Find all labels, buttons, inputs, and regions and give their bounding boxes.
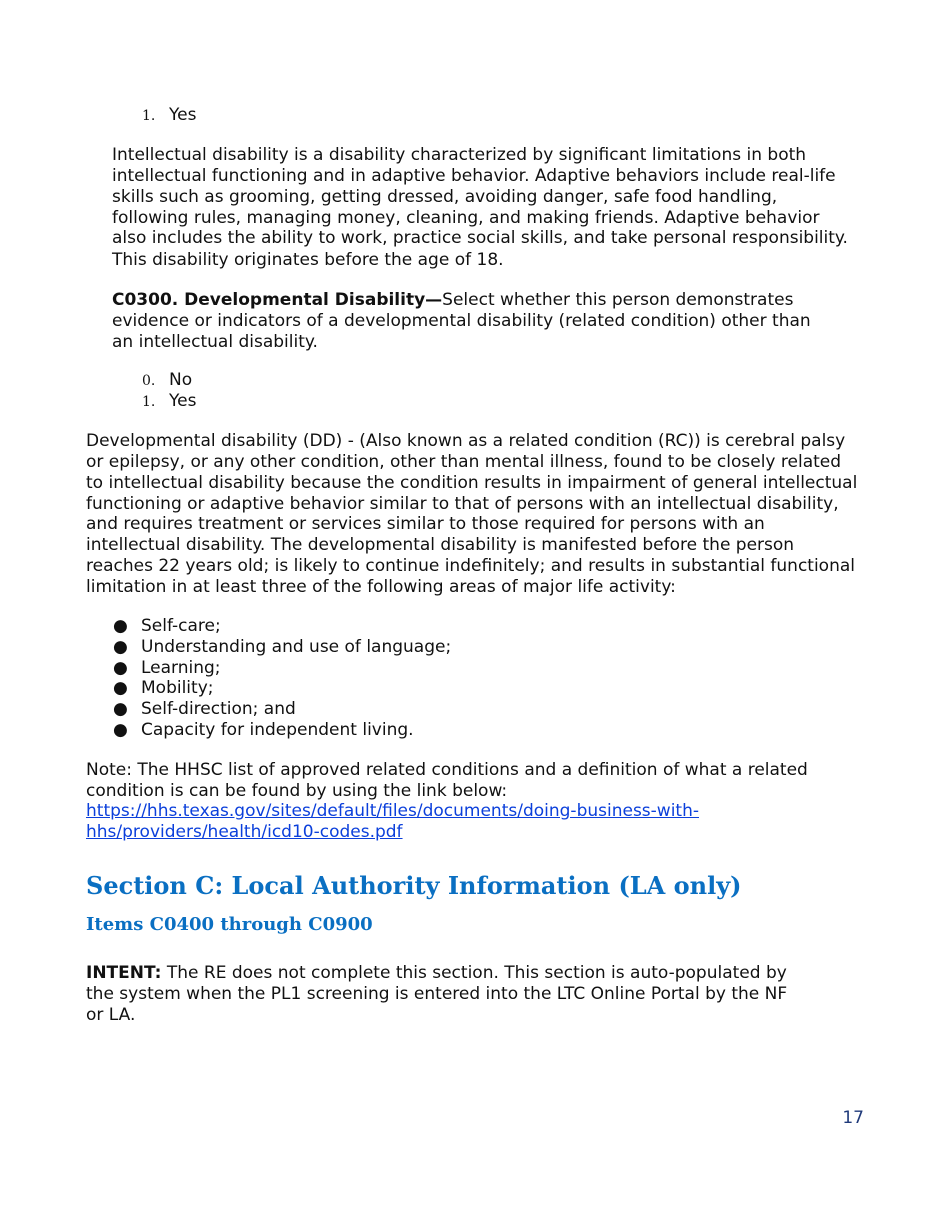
bullet-icon: ● xyxy=(113,678,128,698)
paragraph-line: Developmental disability (DD) - (Also known as a related condition (RC)) is cerebral palsy xyxy=(86,431,846,451)
paragraph-line: and requires treatment or services similar to those required for persons with an xyxy=(86,514,765,534)
option-label: No xyxy=(169,370,193,390)
note-line: condition is can be found by using the link below: xyxy=(86,781,508,801)
paragraph-line: evidence or indicators of a developmental disability (related condition) other than xyxy=(112,311,811,331)
paragraph-line: an intellectual disability. xyxy=(112,332,318,352)
bullet-icon: ● xyxy=(113,699,128,719)
bullet-icon: ● xyxy=(113,658,128,678)
paragraph-line: skills such as grooming, getting dressed, avoiding danger, safe food handling, xyxy=(112,187,778,207)
note-line: Note: The HHSC list of approved related conditions and a definition of what a related xyxy=(86,760,808,780)
paragraph-line: also includes the ability to work, practice social skills, and take personal responsibility. xyxy=(112,228,848,248)
intent-line: or LA. xyxy=(86,1005,136,1025)
paragraph-line: reaches 22 years old; is likely to continue indefinitely; and results in substantial functional xyxy=(86,556,856,576)
paragraph-line: intellectual functioning and in adaptive behavior. Adaptive behaviors include real-life xyxy=(112,166,836,186)
bullet-icon: ● xyxy=(113,720,128,740)
option-label: Yes xyxy=(169,391,197,411)
bullet-icon: ● xyxy=(113,616,128,636)
section-c-subheading: Items C0400 through C0900 xyxy=(86,914,373,935)
list-item: Mobility; xyxy=(141,678,214,698)
intent-text: The RE does not complete this section. This section is auto-populated by xyxy=(161,963,787,983)
c0300-title: C0300. Developmental Disability— xyxy=(112,290,443,310)
paragraph-line: functioning or adaptive behavior similar to that of persons with an intellectual disability, xyxy=(86,494,839,514)
list-item: Capacity for independent living. xyxy=(141,720,414,740)
list-item: Understanding and use of language; xyxy=(141,637,452,657)
c0300-first-line xyxy=(112,290,793,311)
section-c-heading: Section C: Local Authority Information (LA only) xyxy=(86,871,742,900)
paragraph-line: to intellectual disability because the condition results in impairment of general intellectual xyxy=(86,473,858,493)
list-item: Self-direction; and xyxy=(141,699,296,719)
option-number: 1. xyxy=(142,394,156,410)
list-item: Self-care; xyxy=(141,616,221,636)
option-number: 1. xyxy=(142,108,156,124)
icd10-codes-link-continued[interactable]: hhs/providers/health/icd10-codes.pdf xyxy=(86,822,403,842)
page-number: 17 xyxy=(842,1108,864,1128)
intent-line: the system when the PL1 screening is entered into the LTC Online Portal by the NF xyxy=(86,984,788,1004)
paragraph-line: or epilepsy, or any other condition, other than mental illness, found to be closely related xyxy=(86,452,842,472)
paragraph-line: limitation in at least three of the following areas of major life activity: xyxy=(86,577,676,597)
intent-first-line xyxy=(86,963,787,984)
icd10-codes-link[interactable]: https://hhs.texas.gov/sites/default/files/documents/doing-business-with- xyxy=(86,801,699,821)
option-label: Yes xyxy=(169,105,197,125)
list-item: Learning; xyxy=(141,658,221,678)
c0300-text: Select whether this person demonstrates xyxy=(442,290,794,310)
paragraph-line: Intellectual disability is a disability characterized by significant limitations in both xyxy=(112,145,807,165)
option-number: 0. xyxy=(142,373,156,389)
bullet-icon: ● xyxy=(113,637,128,657)
intent-label: INTENT: xyxy=(86,963,162,983)
paragraph-line: following rules, managing money, cleaning, and making friends. Adaptive behavior xyxy=(112,208,820,228)
paragraph-line: intellectual disability. The developmental disability is manifested before the person xyxy=(86,535,795,555)
paragraph-line: This disability originates before the age of 18. xyxy=(112,250,504,270)
